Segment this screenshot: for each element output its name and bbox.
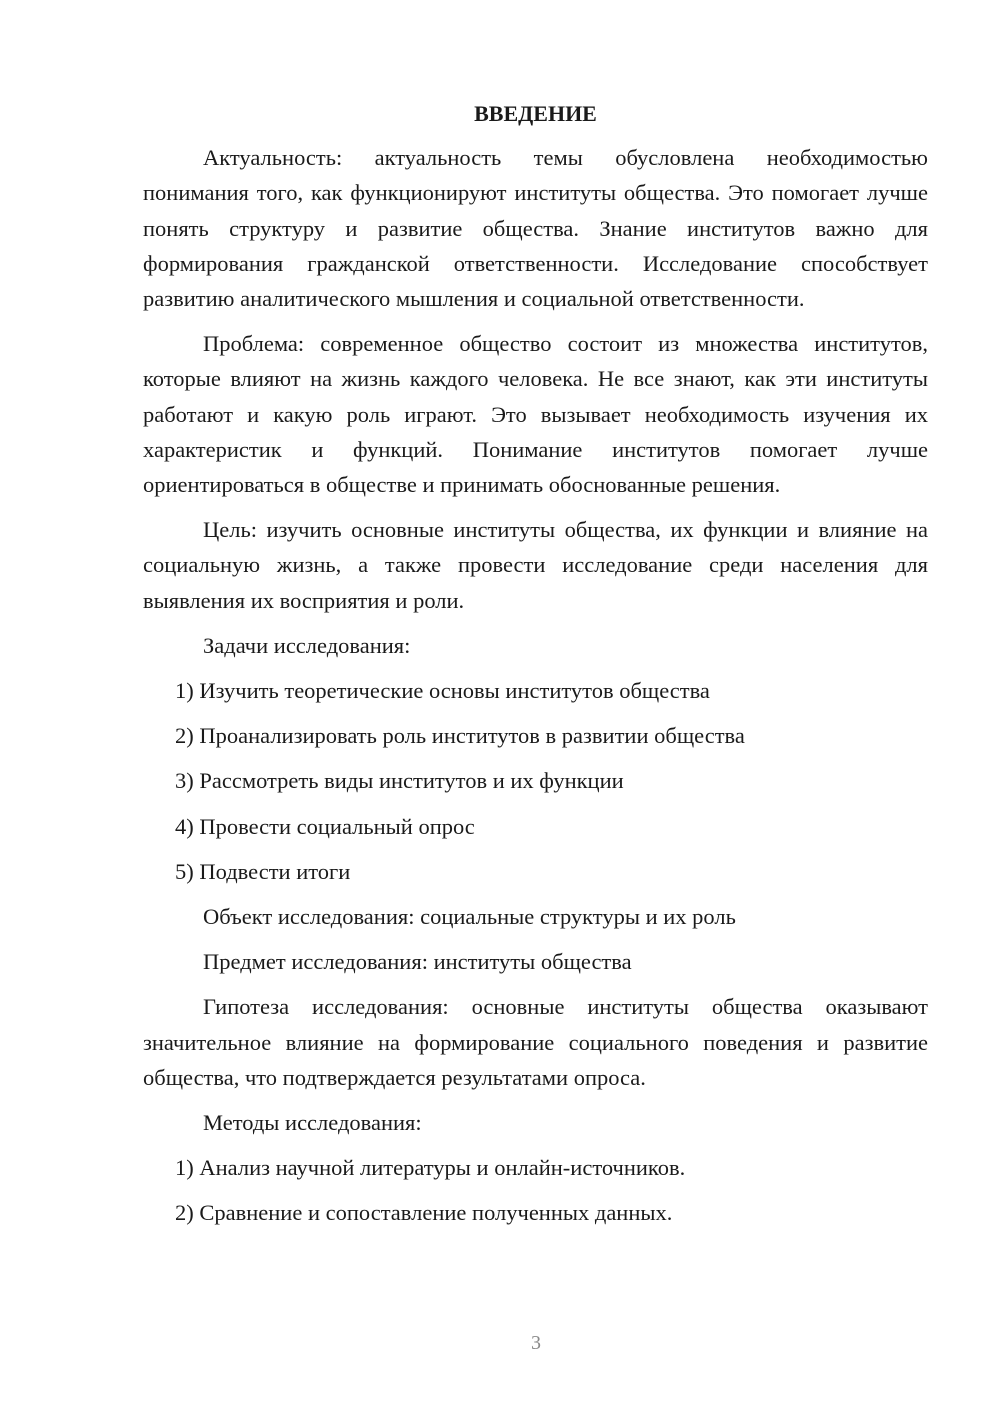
task-item: 5) Подвести итоги — [175, 858, 351, 884]
goal-paragraph: Цель: изучить основные институты общества, их функции и влияние на социальную жизнь, а также провести исследование среди населения для выявления их восприятия и роли. — [143, 517, 928, 613]
methods-heading: Методы исследования: — [203, 1110, 422, 1136]
hypothesis-paragraph: Гипотеза исследования: основные институты общества оказывают значительное влияние на формирование социального поведения и развитие общества, что подтверждается результатами опроса. — [143, 994, 928, 1090]
task-item: 3) Рассмотреть виды институтов и их функции — [175, 768, 624, 794]
method-item: 1) Анализ научной литературы и онлайн-источников. — [175, 1155, 686, 1181]
page-number: 3 — [531, 1332, 541, 1354]
section-title: ВВЕДЕНИЕ — [474, 101, 597, 126]
tasks-heading: Задачи исследования: — [203, 632, 411, 658]
relevance-paragraph: Актуальность: актуальность темы обусловлена необходимостью понимания того, как функционируют институты общества. Это помогает лучше понять структуру и развитие общества. Знание институтов важно для формирования гражданской ответственности. Исследование способствует развитию аналитического мышления и социальной ответственности. — [143, 145, 928, 312]
problem-paragraph: Проблема: современное общество состоит из множества институтов, которые влияют на жизнь каждого человека. Не все знают, как эти институты работают и какую роль играют. Это вызывает необходимость изучения их характеристик и функций. Понимание институтов помогает лучше ориентироваться в обществе и принимать обоснованные решения. — [143, 331, 928, 498]
task-item: 1) Изучить теоретические основы институтов общества — [175, 678, 710, 704]
method-item: 2) Сравнение и сопоставление полученных данных. — [175, 1200, 673, 1226]
subject-line: Предмет исследования: институты общества — [203, 949, 632, 975]
object-line: Объект исследования: социальные структуры и их роль — [203, 904, 736, 930]
task-item: 4) Провести социальный опрос — [175, 813, 475, 839]
page-content — [143, 96, 928, 1241]
task-item: 2) Проанализировать роль институтов в развитии общества — [175, 723, 745, 749]
